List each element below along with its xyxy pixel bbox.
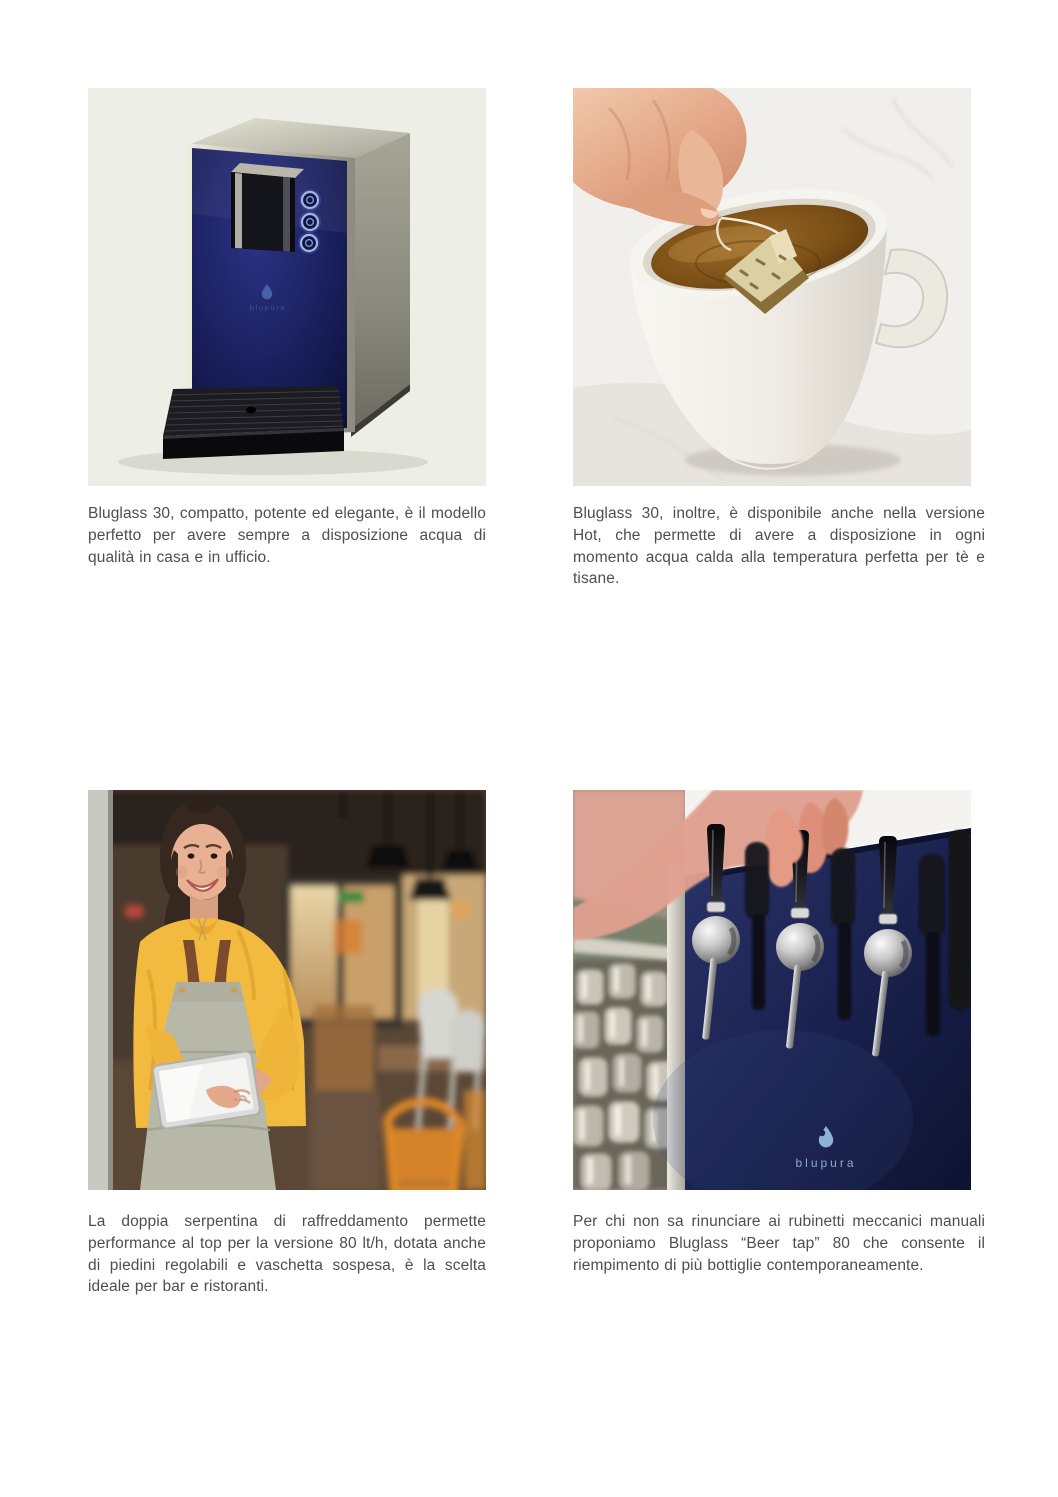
figure-bluglass-30 xyxy=(88,88,486,486)
product-photo-bluglass-30-dispenser xyxy=(88,88,486,486)
caption-bluglass-80: La doppia serpentina di raffreddamento permette performance al top per la versione 80 lt/h, dotata anche di piedini regolabili e vaschetta sospesa, è la scelta ideale per bar e ristoranti. xyxy=(88,1213,486,1296)
drip-tray xyxy=(163,386,344,459)
photo-cafe-owner-with-tablet xyxy=(88,790,486,1190)
dispenser-spout xyxy=(231,163,304,252)
photo-beer-taps-panel xyxy=(573,790,971,1190)
window xyxy=(291,886,337,1018)
hair-bun xyxy=(185,795,217,813)
photo-tea-cup-with-tea-bag xyxy=(573,88,971,486)
figure-bluglass-beer-tap-80 xyxy=(573,790,971,1190)
door-frame xyxy=(88,790,108,1190)
exit-sign xyxy=(338,891,364,903)
caption-bluglass-beer-tap-80: Per chi non sa rinunciare ai rubinetti meccanici manuali proponiamo Bluglass “Beer tap” 80 che consente il riempimento di più bottiglie contemporaneamente. xyxy=(573,1213,985,1274)
caption-bluglass-30-hot: Bluglass 30, inoltre, è disponibile anche nella versione Hot, che permette di avere a disposizione in ogni momento acqua calda alla temperatura perfetta per tè e tisane. xyxy=(573,505,985,588)
caption-bluglass-30: Bluglass 30, compatto, potente ed elegante, è il modello perfetto per avere sempre a disposizione acqua di qualità in casa e in ufficio. xyxy=(88,505,486,566)
wall-sign xyxy=(126,906,142,917)
hanging-bulb xyxy=(450,900,470,920)
figure-bluglass-80 xyxy=(88,790,486,1190)
figure-bluglass-30-hot xyxy=(573,88,971,486)
blupura-wordmark: blupura xyxy=(795,1156,857,1170)
blupura-wordmark: blupura xyxy=(249,303,287,312)
dispenser-buttons xyxy=(298,189,321,254)
